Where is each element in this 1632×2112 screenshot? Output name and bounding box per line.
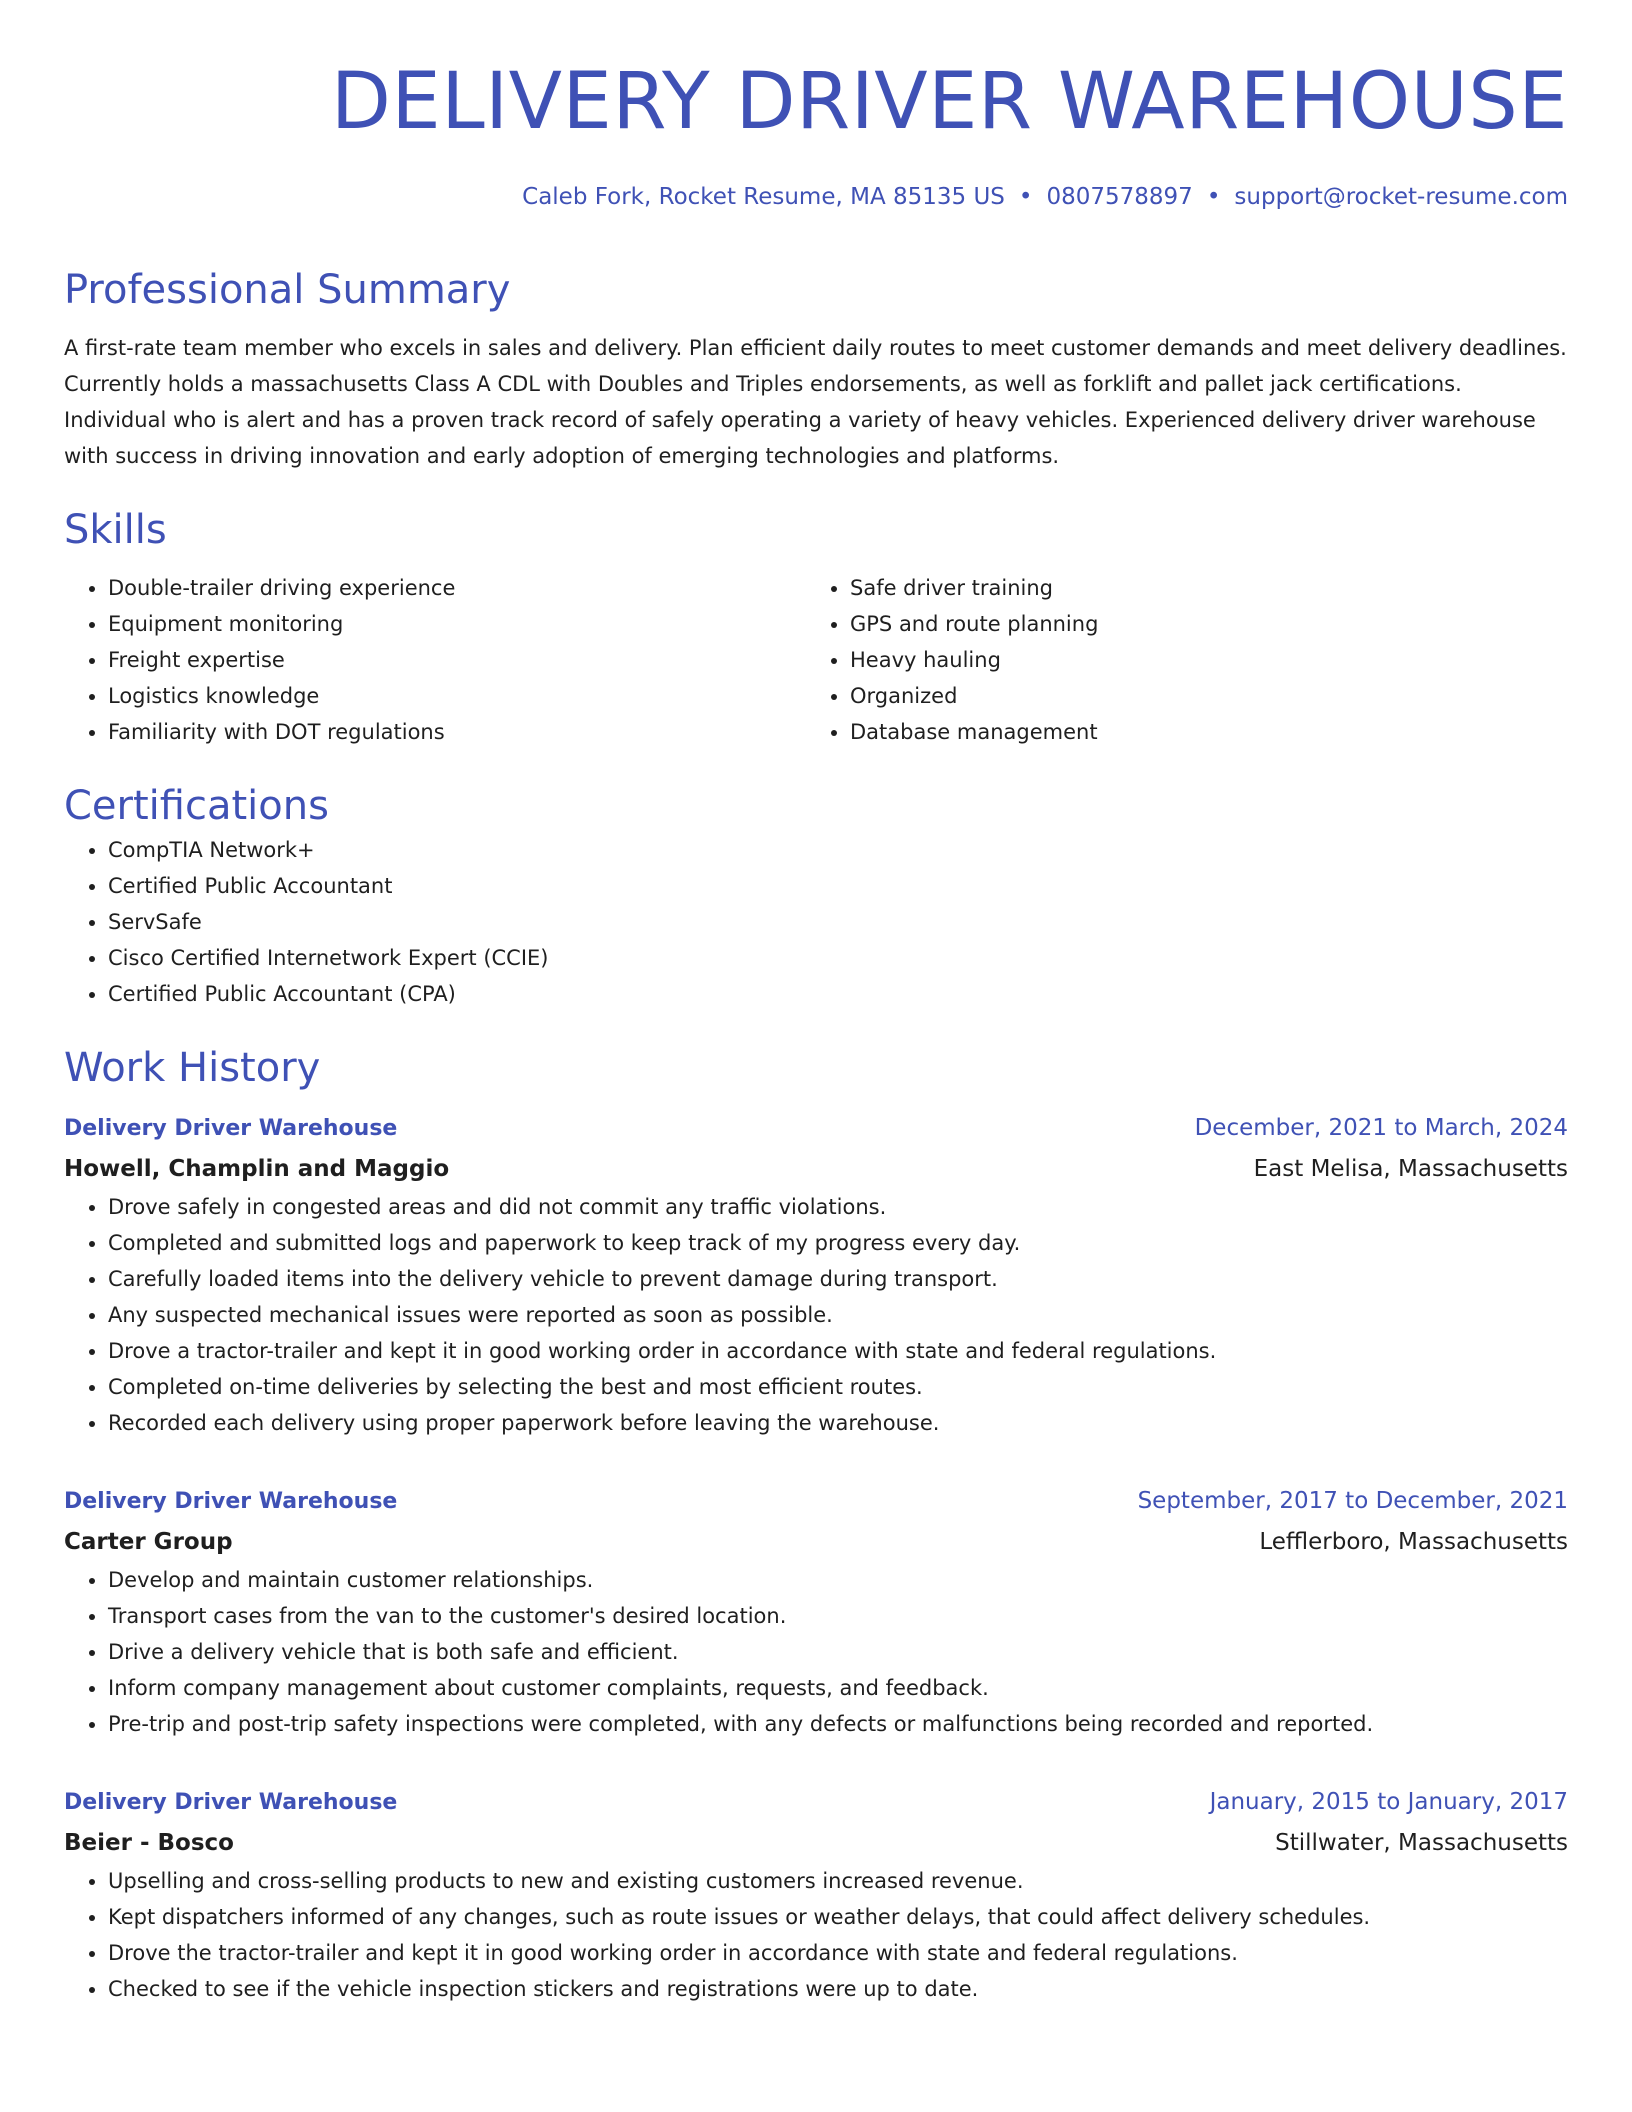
job-bullets bbox=[64, 1562, 1568, 1742]
certifications-heading: Certifications bbox=[64, 783, 329, 829]
skills-column-right bbox=[806, 570, 1548, 750]
resume-title: DELIVERY DRIVER WAREHOUSE bbox=[330, 57, 1568, 147]
certification-item: • Certified Public Accountant bbox=[108, 868, 1568, 904]
job-bullet: • Drove the tractor-trailer and kept it in good working order in accordance with state and federal regulations. bbox=[108, 1935, 1568, 1971]
job-location: East Melisa, Massachusetts bbox=[1253, 1156, 1568, 1182]
job-header-row bbox=[64, 1481, 1568, 1522]
job-entry bbox=[64, 1108, 1568, 1441]
skill-item: • Double-trailer driving experience bbox=[108, 570, 806, 606]
contact-line bbox=[64, 182, 1568, 212]
skills-heading: Skills bbox=[64, 507, 167, 553]
job-bullet: • Checked to see if the vehicle inspection stickers and registrations were up to date. bbox=[108, 1971, 1568, 2007]
job-bullet: • Drove safely in congested areas and did not commit any traffic violations. bbox=[108, 1189, 1568, 1225]
skills-column-left bbox=[64, 570, 806, 750]
job-bullet: • Any suspected mechanical issues were reported as soon as possible. bbox=[108, 1297, 1568, 1333]
job-company: Carter Group bbox=[64, 1529, 233, 1555]
job-company: Howell, Champlin and Maggio bbox=[64, 1156, 450, 1182]
skill-item: • Freight expertise bbox=[108, 642, 806, 678]
job-entry bbox=[64, 1782, 1568, 2007]
skill-item: • Equipment monitoring bbox=[108, 606, 806, 642]
skill-item: • Heavy hauling bbox=[850, 642, 1548, 678]
job-dates: January, 2015 to January, 2017 bbox=[1209, 1789, 1568, 1815]
certification-item: • Certified Public Accountant (CPA) bbox=[108, 976, 1568, 1012]
certification-item: • ServSafe bbox=[108, 904, 1568, 940]
work-history-heading: Work History bbox=[64, 1045, 321, 1091]
job-bullet: • Recorded each delivery using proper paperwork before leaving the warehouse. bbox=[108, 1405, 1568, 1441]
contact-address: Caleb Fork, Rocket Resume, MA 85135 US bbox=[522, 184, 1005, 210]
job-bullet: • Transport cases from the van to the customer's desired location. bbox=[108, 1598, 1568, 1634]
job-header-row bbox=[64, 1108, 1568, 1149]
job-title: Delivery Driver Warehouse bbox=[64, 1489, 398, 1514]
job-bullet: • Inform company management about customer complaints, requests, and feedback. bbox=[108, 1670, 1568, 1706]
job-location: Lefflerboro, Massachusetts bbox=[1259, 1529, 1568, 1555]
job-dates: September, 2017 to December, 2021 bbox=[1137, 1488, 1568, 1514]
job-bullet: • Upselling and cross-selling products to new and existing customers increased revenue. bbox=[108, 1863, 1568, 1899]
skill-item: • Safe driver training bbox=[850, 570, 1548, 606]
job-bullet: • Develop and maintain customer relationships. bbox=[108, 1562, 1568, 1598]
job-location: Stillwater, Massachusetts bbox=[1275, 1830, 1568, 1856]
skill-item: • Logistics knowledge bbox=[108, 678, 806, 714]
job-entry bbox=[64, 1481, 1568, 1742]
contact-separator: • bbox=[1206, 184, 1221, 210]
skill-item: • Familiarity with DOT regulations bbox=[108, 714, 806, 750]
job-bullets bbox=[64, 1189, 1568, 1441]
certification-item: • Cisco Certified Internetwork Expert (CCIE) bbox=[108, 940, 1568, 976]
job-dates: December, 2021 to March, 2024 bbox=[1194, 1115, 1568, 1141]
job-bullet: • Carefully loaded items into the delivery vehicle to prevent damage during transport. bbox=[108, 1261, 1568, 1297]
job-title: Delivery Driver Warehouse bbox=[64, 1116, 398, 1141]
skill-item: • GPS and route planning bbox=[850, 606, 1548, 642]
job-bullet: • Drove a tractor-trailer and kept it in good working order in accordance with state and federal regulations. bbox=[108, 1333, 1568, 1369]
job-company-row bbox=[64, 1823, 1568, 1863]
job-bullet: • Kept dispatchers informed of any changes, such as route issues or weather delays, that could affect delivery schedules. bbox=[108, 1899, 1568, 1935]
job-bullets bbox=[64, 1863, 1568, 2007]
summary-heading: Professional Summary bbox=[64, 267, 511, 313]
contact-phone: 0807578897 bbox=[1046, 184, 1193, 210]
skills-grid bbox=[64, 570, 1568, 750]
job-bullet: • Pre-trip and post-trip safety inspections were completed, with any defects or malfunctions being recorded and reported. bbox=[108, 1706, 1568, 1742]
summary-text: A first-rate team member who excels in sales and delivery. Plan efficient daily routes to meet customer demands and meet delivery deadlines. Currently holds a massachusetts Class A CDL with Doubles and Triples endorsements, as well as forklift and pallet jack certifications. Individual who is alert and has a proven track record of safely operating a variety of heavy vehicles. Experienced delivery driver warehouse with success in driving innovation and early adoption of emerging technologies and platforms. bbox=[64, 336, 1567, 468]
job-company-row bbox=[64, 1522, 1568, 1562]
skills-list-left bbox=[64, 570, 806, 750]
job-bullet: • Drive a delivery vehicle that is both safe and efficient. bbox=[108, 1634, 1568, 1670]
job-company-row bbox=[64, 1149, 1568, 1189]
certification-item: • CompTIA Network+ bbox=[108, 832, 1568, 868]
resume-page bbox=[64, 0, 1568, 2112]
skill-item: • Organized bbox=[850, 678, 1548, 714]
contact-email: support@rocket-resume.com bbox=[1234, 184, 1568, 210]
job-title: Delivery Driver Warehouse bbox=[64, 1790, 398, 1815]
job-company: Beier - Bosco bbox=[64, 1830, 234, 1856]
job-header-row bbox=[64, 1782, 1568, 1823]
skills-list-right bbox=[806, 570, 1548, 750]
job-bullet: • Completed on-time deliveries by selecting the best and most efficient routes. bbox=[108, 1369, 1568, 1405]
skill-item: • Database management bbox=[850, 714, 1548, 750]
contact-separator: • bbox=[1018, 184, 1033, 210]
certifications-list bbox=[64, 832, 1568, 1012]
job-bullet: • Completed and submitted logs and paperwork to keep track of my progress every day. bbox=[108, 1225, 1568, 1261]
